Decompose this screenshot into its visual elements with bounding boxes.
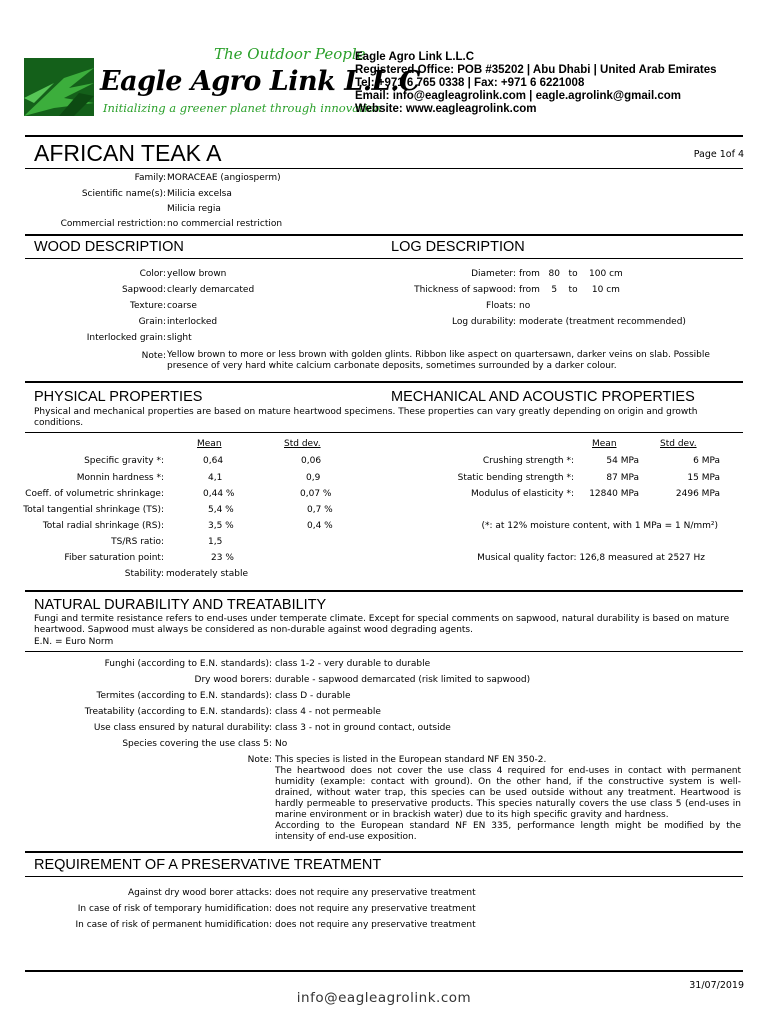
divider bbox=[25, 851, 743, 853]
company-tagline: The Outdoor People bbox=[214, 45, 366, 63]
field-value: class D - durable bbox=[275, 691, 351, 701]
property-std: 0,06 bbox=[301, 456, 322, 466]
log-description bbox=[0, 266, 768, 330]
field-label: Diameter: bbox=[471, 269, 516, 279]
footer-email[interactable]: info@eagleagrolink.com bbox=[296, 990, 472, 1006]
property-label: Specific gravity *: bbox=[84, 456, 164, 466]
commercial-restriction-label: Commercial restriction: bbox=[60, 219, 166, 229]
divider bbox=[25, 381, 743, 383]
property-label: Modulus of elasticity *: bbox=[471, 489, 574, 499]
property-mean: 0,44 % bbox=[203, 489, 235, 499]
company-slogan: Initializing a greener planet through innovation bbox=[103, 101, 382, 115]
section-heading-wood: WOOD DESCRIPTION bbox=[34, 239, 184, 255]
field-label: Termites (according to E.N. standards): bbox=[96, 691, 272, 701]
divider bbox=[25, 651, 743, 652]
mechanical-footnote: (*: at 12% moisture content, with 1 MPa = 1 N/mm²) bbox=[481, 521, 718, 531]
field-label: Log durability: bbox=[451, 317, 516, 327]
field-label: In case of risk of temporary humidification: bbox=[77, 904, 272, 914]
field-label: Grain: bbox=[138, 317, 166, 327]
family-label: Family: bbox=[134, 173, 166, 183]
property-label: Monnin hardness *: bbox=[76, 473, 164, 483]
field-value: from 5 to 10 cm bbox=[519, 285, 620, 295]
field-value: yellow brown bbox=[167, 269, 227, 279]
note-label: Note: bbox=[247, 755, 272, 765]
section-heading-log: LOG DESCRIPTION bbox=[391, 239, 525, 255]
field-value: no bbox=[519, 301, 531, 311]
contact-office: Registered Office: POB #35202 | Abu Dhabi | United Arab Emirates bbox=[355, 64, 717, 76]
divider bbox=[25, 590, 743, 592]
column-header-mean: Mean bbox=[197, 439, 222, 449]
field-value: class 1-2 - very durable to durable bbox=[275, 659, 431, 669]
contact-block bbox=[355, 51, 717, 116]
palm-leaf-icon bbox=[24, 58, 94, 116]
property-label: Coeff. of volumetric shrinkage: bbox=[25, 489, 164, 499]
property-std: 0,7 % bbox=[307, 505, 333, 515]
property-label: Stability: bbox=[124, 569, 164, 579]
section-heading-physical: PHYSICAL PROPERTIES bbox=[34, 389, 203, 405]
field-label: Against dry wood borer attacks: bbox=[127, 888, 272, 898]
field-value: coarse bbox=[167, 301, 197, 311]
section-heading-durability: NATURAL DURABILITY AND TREATABILITY bbox=[34, 597, 327, 613]
field-value: slight bbox=[167, 333, 192, 343]
field-value: class 4 - not permeable bbox=[275, 707, 381, 717]
field-label: Color: bbox=[139, 269, 166, 279]
property-mean: 0,64 bbox=[203, 456, 224, 466]
property-label: TS/RS ratio: bbox=[111, 537, 164, 547]
field-label: Species covering the use class 5: bbox=[122, 739, 272, 749]
contact-email[interactable]: Email: info@eagleagrolink.com | eagle.agrolink@gmail.com bbox=[355, 90, 682, 102]
property-mean: 87 MPa bbox=[606, 473, 639, 483]
field-label: Dry wood borers: bbox=[194, 675, 272, 685]
field-value: No bbox=[275, 739, 288, 749]
field-value: clearly demarcated bbox=[167, 285, 255, 295]
scientific-name-value: Milicia regia bbox=[167, 204, 221, 214]
page-number: Page 1of 4 bbox=[693, 149, 744, 160]
field-value: durable - sapwood demarcated (risk limited to sapwood) bbox=[275, 675, 531, 685]
commercial-restriction-value: no commercial restriction bbox=[167, 219, 283, 229]
scientific-name-value: Milicia excelsa bbox=[167, 189, 232, 199]
page-title: AFRICAN TEAK A bbox=[34, 140, 222, 166]
property-value: moderately stable bbox=[166, 569, 248, 579]
field-value: does not require any preservative treatment bbox=[275, 920, 476, 930]
column-header-std: Std dev. bbox=[660, 439, 697, 449]
company-logo bbox=[24, 58, 94, 116]
note-paragraph: The heartwood does not cover the use class 4 required for end-uses in contact with permanent humidity (example: contact with ground). On the other hand, if the constructive system is well-drained, without water trap, this species can be used outside without any treatment. Heartwood is hardly permeable to preservative products. This species naturally covers the use class 5 (end-uses in marine environment or in brackish water) due to its high specific gravity and hardness. bbox=[275, 766, 741, 820]
euro-norm: E.N. = Euro Norm bbox=[34, 637, 114, 647]
property-std: 0,4 % bbox=[307, 521, 333, 531]
note-label: Note: bbox=[141, 351, 166, 361]
contact-website[interactable]: Website: www.eagleagrolink.com bbox=[355, 103, 537, 115]
property-mean: 4,1 bbox=[208, 473, 223, 483]
divider bbox=[25, 234, 743, 236]
durability-intro: Fungi and termite resistance refers to end-uses under temperate climate. Except for special comments on sapwood, natural durability is based on mature heartwood. Sapwood must always be considered as non-durable against wood degrading agents. bbox=[34, 614, 730, 635]
field-value: does not require any preservative treatment bbox=[275, 888, 476, 898]
section-heading-preservative: REQUIREMENT OF A PRESERVATIVE TREATMENT bbox=[34, 857, 382, 873]
durability-table bbox=[0, 656, 768, 752]
property-std: 15 MPa bbox=[687, 473, 720, 483]
divider bbox=[25, 432, 743, 433]
field-value: from 80 to 100 cm bbox=[519, 269, 623, 279]
family-value: MORACEAE (angiosperm) bbox=[167, 173, 281, 183]
field-label: Texture: bbox=[130, 301, 166, 311]
field-value: moderate (treatment recommended) bbox=[519, 317, 686, 327]
property-mean: 23 % bbox=[211, 553, 234, 563]
divider bbox=[25, 135, 743, 137]
property-label: Total tangential shrinkage (TS): bbox=[23, 505, 164, 515]
property-std: 0,07 % bbox=[300, 489, 332, 499]
field-value: class 3 - not in ground contact, outside bbox=[275, 723, 451, 733]
scientific-name-label: Scientific name(s): bbox=[81, 189, 166, 199]
mechanical-table bbox=[0, 436, 768, 572]
property-std: 0,9 bbox=[306, 473, 321, 483]
property-mean: 12840 MPa bbox=[589, 489, 639, 499]
property-mean: 5,4 % bbox=[208, 505, 234, 515]
property-label: Total radial shrinkage (RS): bbox=[42, 521, 164, 531]
contact-company: Eagle Agro Link L.L.C bbox=[355, 51, 475, 63]
company-name: Eagle Agro Link L.L.C bbox=[100, 66, 420, 97]
note-paragraph: This species is listed in the European standard NF EN 350-2. bbox=[275, 755, 547, 765]
field-label: Floats: bbox=[486, 301, 516, 311]
property-mean: 1,5 bbox=[208, 537, 223, 547]
divider bbox=[25, 970, 743, 972]
field-label: Use class ensured by natural durability: bbox=[93, 723, 272, 733]
property-std: 2496 MPa bbox=[675, 489, 720, 499]
property-mean: 3,5 % bbox=[208, 521, 234, 531]
field-label: Interlocked grain: bbox=[86, 333, 166, 343]
wood-note: Yellow brown to more or less brown with golden glints. Ribbon like aspect on quartersawn, darker veins on slab. Possible presence of very hard white calcium carbonate deposits, sometimes surrounded by a darker colour. bbox=[167, 350, 710, 371]
contact-phone: Tel: +971 6 765 0338 | Fax: +971 6 6221008 bbox=[355, 77, 585, 89]
property-std: 6 MPa bbox=[693, 456, 720, 466]
property-mean: 54 MPa bbox=[606, 456, 639, 466]
physical-intro: Physical and mechanical properties are based on mature heartwood specimens. These properties can vary greatly depending on origin and growth conditions. bbox=[34, 407, 698, 428]
note-paragraph: According to the European standard NF EN 335, performance length might be modified by the intensity of end-use exposition. bbox=[275, 821, 741, 842]
field-label: Sapwood: bbox=[121, 285, 166, 295]
property-label: Static bending strength *: bbox=[457, 473, 574, 483]
section-heading-mechanical: MECHANICAL AND ACOUSTIC PROPERTIES bbox=[391, 389, 695, 405]
column-header-mean: Mean bbox=[592, 439, 617, 449]
property-label: Fiber saturation point: bbox=[64, 553, 164, 563]
field-value: does not require any preservative treatment bbox=[275, 904, 476, 914]
divider bbox=[25, 876, 743, 877]
field-label: Funghi (according to E.N. standards): bbox=[104, 659, 272, 669]
divider bbox=[25, 168, 743, 169]
field-value: interlocked bbox=[167, 317, 218, 327]
property-label: Crushing strength *: bbox=[482, 456, 574, 466]
field-label: In case of risk of permanent humidification: bbox=[75, 920, 272, 930]
field-label: Treatability (according to E.N. standards): bbox=[84, 707, 272, 717]
musical-quality: Musical quality factor: 126,8 measured at 2527 Hz bbox=[477, 553, 705, 563]
preservative-table bbox=[0, 885, 768, 933]
column-header-std: Std dev. bbox=[284, 439, 321, 449]
durability-note bbox=[275, 755, 741, 843]
document-date: 31/07/2019 bbox=[689, 980, 744, 991]
divider bbox=[25, 258, 743, 259]
field-label: Thickness of sapwood: bbox=[414, 285, 516, 295]
